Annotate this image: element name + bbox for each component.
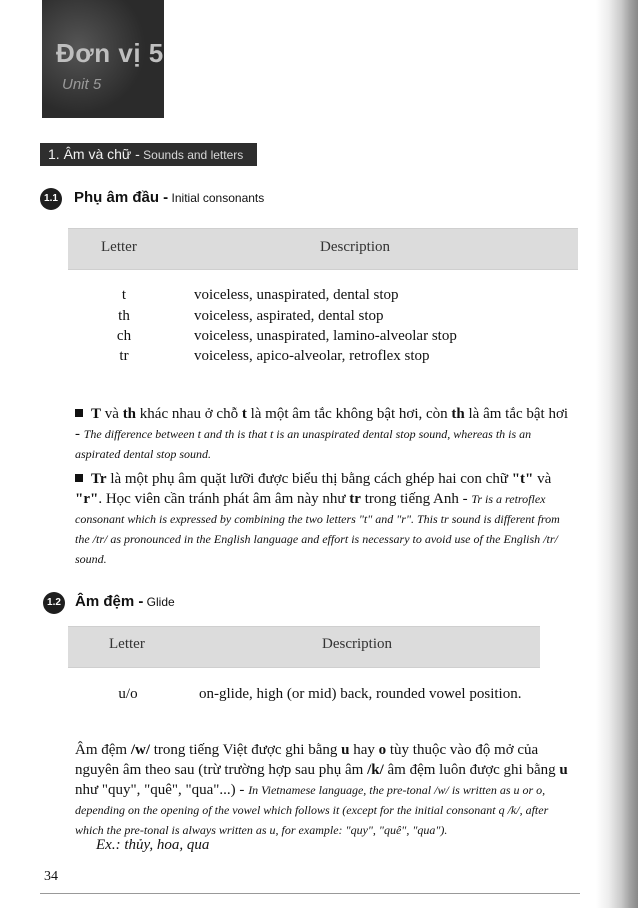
section-heading-en: Sounds and letters bbox=[139, 148, 244, 162]
subsection-heading-en: Glide bbox=[143, 595, 175, 609]
subsection-heading-vi: Âm đệm - bbox=[75, 593, 144, 610]
example-line: Ex.: thủy, hoa, qua bbox=[96, 837, 210, 853]
unit-subtitle: Unit 5 bbox=[62, 76, 102, 93]
subsection-heading-initial-consonants bbox=[74, 189, 264, 206]
table-row-description: voiceless, apico-alveolar, retroflex stop bbox=[194, 348, 430, 364]
glide-paragraph: Âm đệm /w/ trong tiếng Việt được ghi bằng u hay o tùy thuộc vào độ mở của nguyên âm theo sau (trừ trường hợp sau phụ âm /k/ âm đệm luôn được ghi bằng u như "quy", "quê", "qua"...) - In Vietnamese language, the pre-tonal /w/ is written as u or o, depending on the opening of the vowel which follows it (except for the initial consonant q /k/, after which the pre-tonal is always written as u, for example: "quy", "quê", "qua"). bbox=[75, 742, 568, 837]
bullet-icon bbox=[75, 409, 83, 417]
subsection-heading-glide bbox=[75, 593, 175, 610]
table-row-letter: ch bbox=[116, 328, 132, 344]
subsection-badge: 1.1 bbox=[40, 188, 62, 210]
subsection-badge: 1.2 bbox=[43, 592, 65, 614]
note-t-th: T và th khác nhau ở chỗ t là một âm tắc không bật hơi, còn th là âm tắc bật hơi - The difference between t and th is that t is an unaspirated dental stop sound, whereas th is an aspirated dental stop sound. bbox=[75, 406, 569, 461]
scan-binding-edge bbox=[596, 0, 638, 908]
table-row-letter: t bbox=[121, 287, 127, 303]
bullet-icon bbox=[75, 474, 83, 482]
column-header-letter: Letter bbox=[109, 636, 145, 652]
column-header-letter: Letter bbox=[101, 239, 137, 255]
table-row-description: on-glide, high (or mid) back, rounded vowel position. bbox=[199, 686, 522, 702]
table-row-description: voiceless, aspirated, dental stop bbox=[194, 308, 384, 324]
page-number: 34 bbox=[44, 869, 58, 884]
column-header-description: Description bbox=[322, 636, 392, 652]
section-heading bbox=[40, 143, 257, 166]
subsection-heading-en: Initial consonants bbox=[168, 191, 265, 205]
table-row-description: voiceless, unaspirated, dental stop bbox=[194, 287, 399, 303]
table-row-letter: u/o bbox=[118, 686, 138, 702]
subsection-heading-vi: Phụ âm đầu - bbox=[74, 189, 169, 206]
table-row-letter: th bbox=[118, 308, 130, 324]
column-header-description: Description bbox=[320, 239, 390, 255]
note-tr: Tr là một phụ âm quặt lưỡi được biểu thị bằng cách ghép hai con chữ "t" và "r". Học viên cần tránh phát âm âm này như tr trong tiếng Anh - Tr is a retroflex consonant which is expressed by combining the two letters "t" and "r". This tr sound is different from the /tr/ as pronounced in the English language and effort is necessary to avoid use of the English /tr/ sound. bbox=[75, 471, 560, 566]
section-heading-vi: 1. Âm và chữ - bbox=[48, 146, 140, 162]
unit-title: Đơn vị 5 bbox=[56, 38, 164, 68]
page-bottom-rule bbox=[40, 893, 580, 894]
table-row-letter: tr bbox=[119, 348, 129, 364]
table-row-description: voiceless, unaspirated, lamino-alveolar stop bbox=[194, 328, 457, 344]
